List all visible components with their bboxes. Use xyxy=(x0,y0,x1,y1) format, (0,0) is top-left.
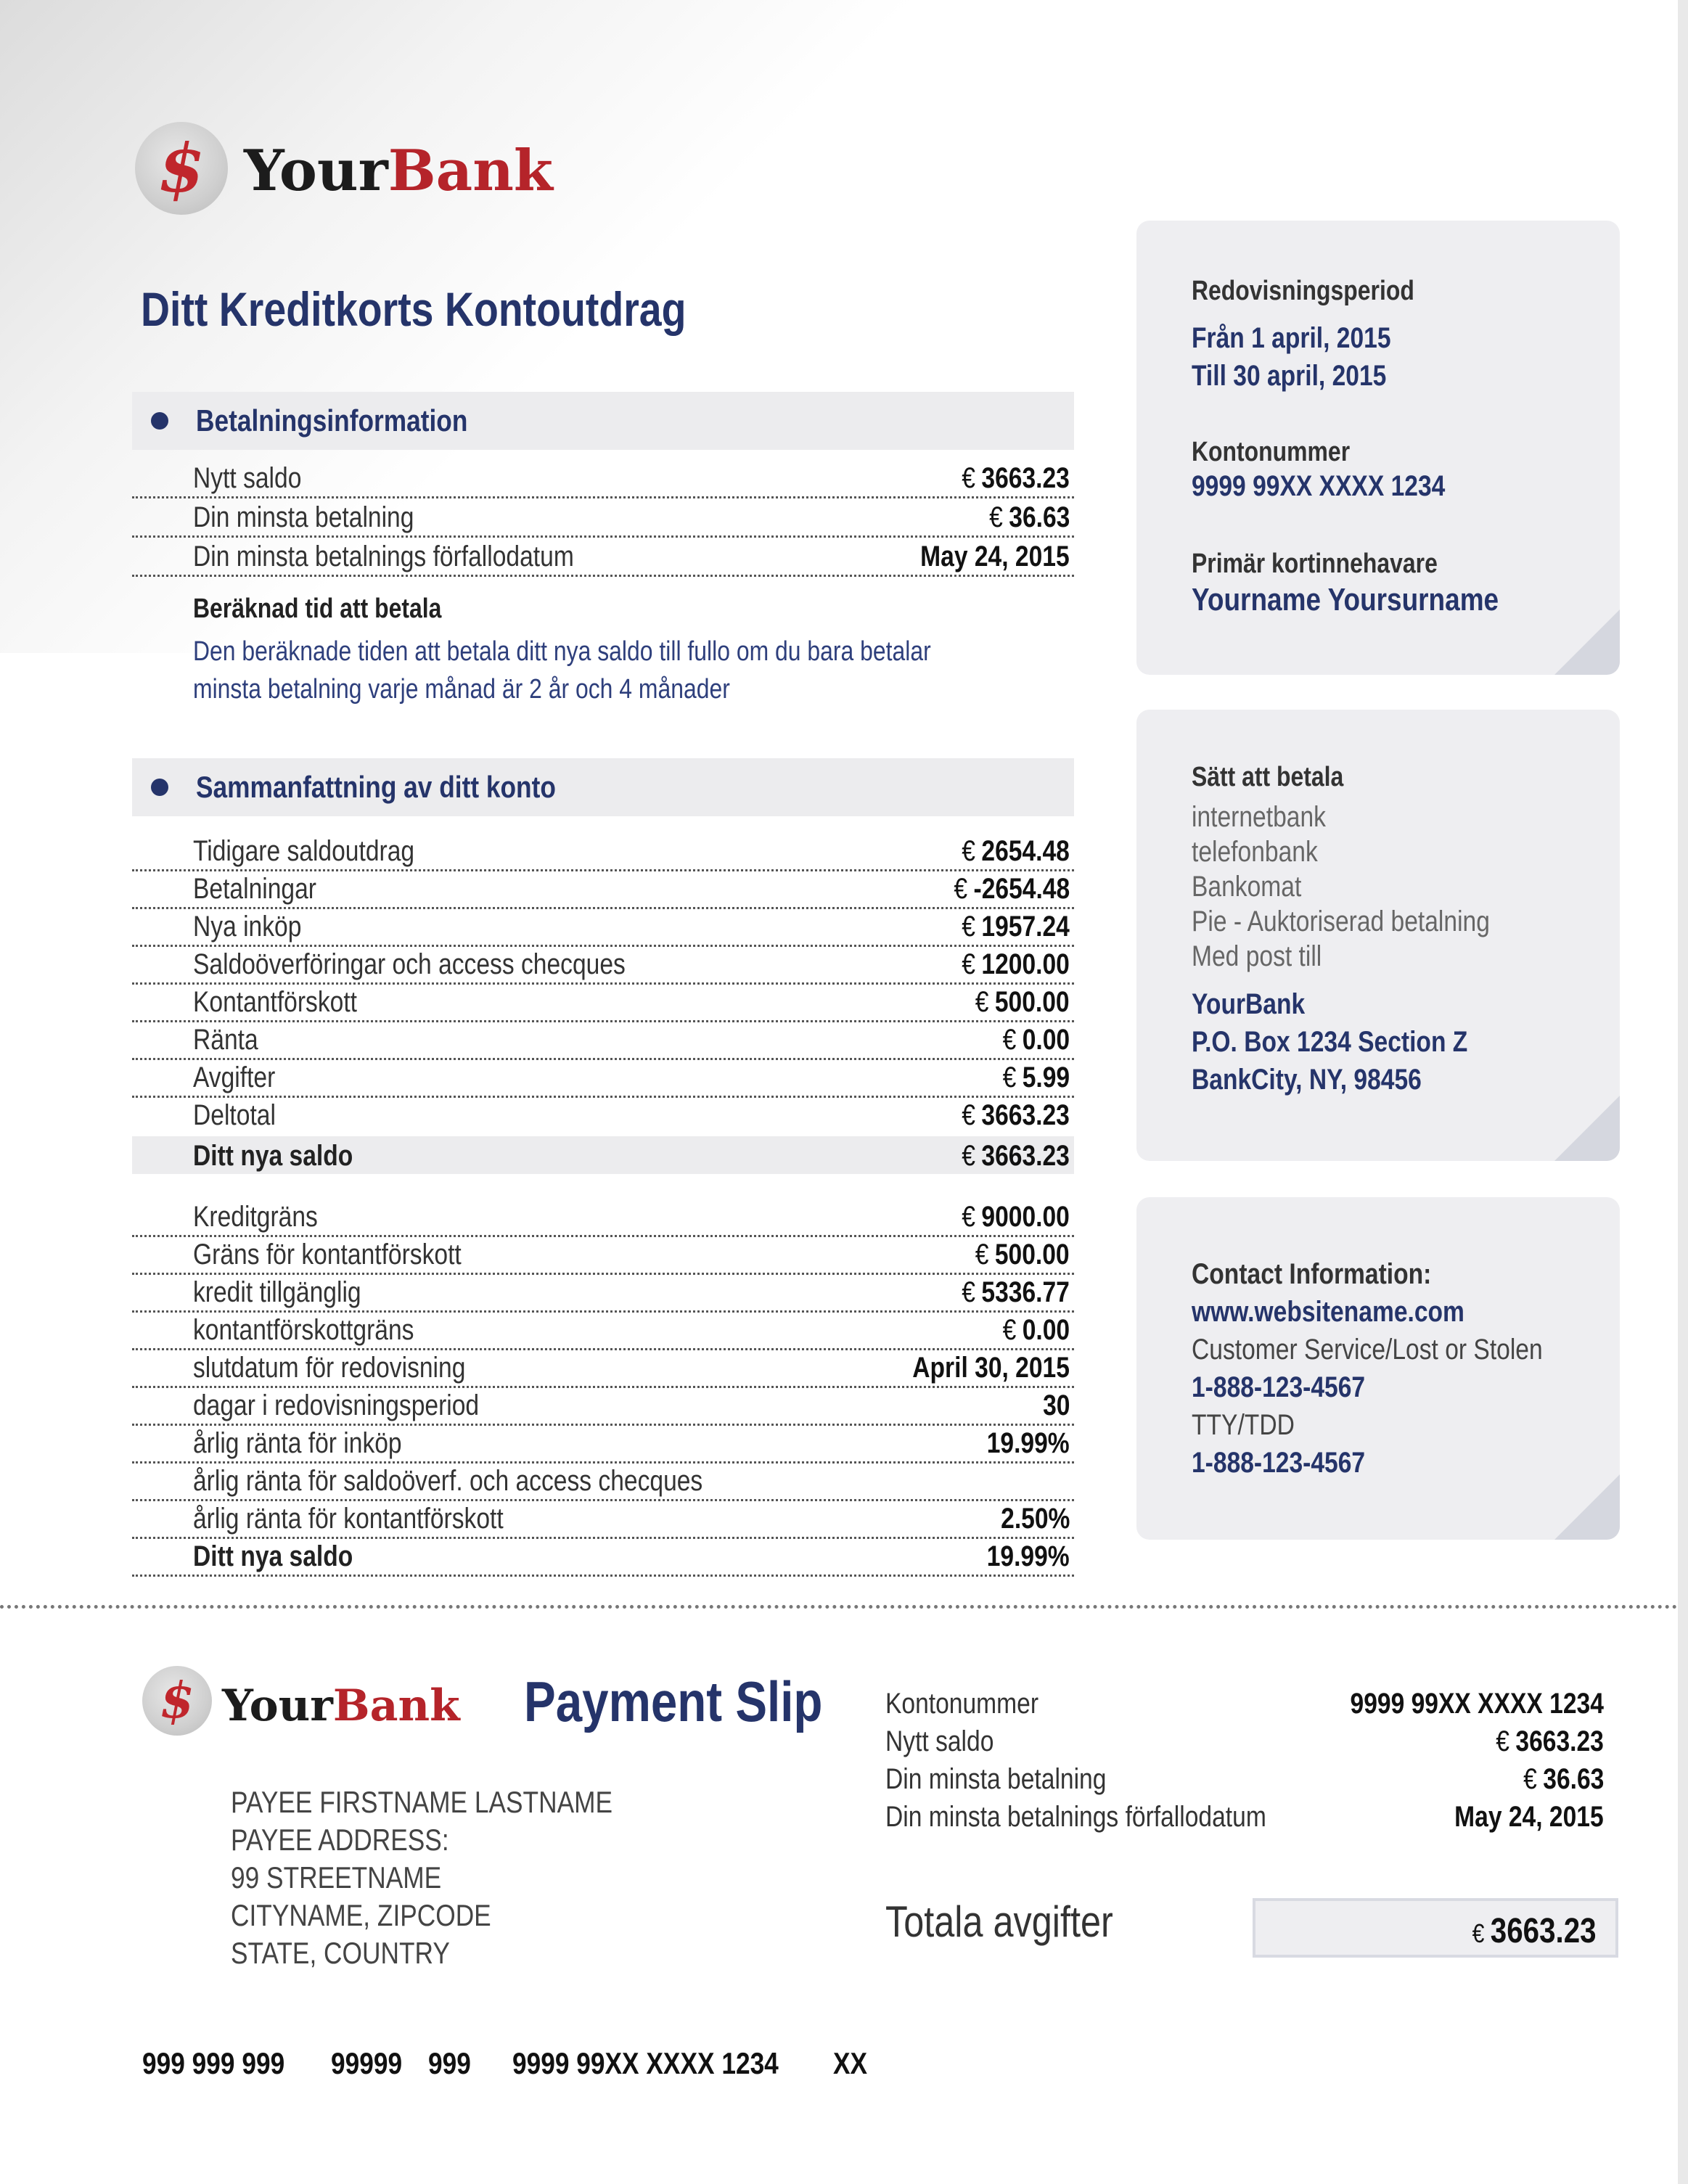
micr-code: 99999 xyxy=(331,2046,403,2080)
payee-country: STATE, COUNTRY xyxy=(231,1936,450,1970)
payment-slip-title: Payment Slip xyxy=(524,1670,823,1733)
slip-min-payment-value: € 36.63 xyxy=(1523,1763,1604,1795)
slip-account-label: Kontonummer xyxy=(885,1688,1039,1720)
micr-code: 9999 99XX XXXX 1234 xyxy=(512,2046,779,2080)
micr-code: 999 xyxy=(428,2046,471,2080)
slip-balance-value: € 3663.23 xyxy=(1496,1725,1604,1757)
slip-min-payment-label: Din minsta betalning xyxy=(885,1763,1107,1795)
slip-account-value: 9999 99XX XXXX 1234 xyxy=(1350,1688,1604,1720)
page-fold-icon xyxy=(1554,1474,1620,1540)
table-row: dagar i redovisningsperiod 30 xyxy=(132,1386,1074,1426)
bank-logo-icon: $ xyxy=(142,1666,212,1736)
account-summary-heading: Sammanfattning av ditt konto xyxy=(132,758,1074,816)
table-row: Avgifter € 5.99 xyxy=(132,1058,1074,1098)
page-edge xyxy=(1678,0,1688,2184)
statement-title: Ditt Kreditkorts Kontoutdrag xyxy=(141,282,687,336)
micr-code: XX xyxy=(833,2046,868,2080)
table-row: slutdatum för redovisning April 30, 2015 xyxy=(132,1348,1074,1388)
table-row: Tidigare saldoutdrag € 2654.48 xyxy=(132,832,1074,871)
bullet-icon xyxy=(151,412,168,430)
total-charges-field[interactable]: € 3663.23 xyxy=(1253,1898,1618,1958)
statement-period-panel: Redovisningsperiod Från 1 april, 2015 Till 30 april, 2015 Kontonummer 9999 99XX XXXX 1234 Primär kortinnehavare Yourname Yoursurname xyxy=(1136,221,1620,675)
table-row: Gräns för kontantförskott € 500.00 xyxy=(132,1235,1074,1275)
contact-info-panel: Contact Information: www.websitename.com Customer Service/Lost or Stolen 1-888-123-4567 TTY/TDD 1-888-123-4567 xyxy=(1136,1197,1620,1540)
table-row: årlig ränta för inköp 19.99% xyxy=(132,1424,1074,1463)
table-row: kontantförskottgräns € 0.00 xyxy=(132,1310,1074,1350)
payee-street: 99 STREETNAME xyxy=(231,1860,442,1894)
bullet-icon xyxy=(151,779,168,796)
bank-logo-icon: $ xyxy=(135,122,228,215)
table-row: Nya inköp € 1957.24 xyxy=(132,907,1074,947)
table-row: årlig ränta för saldoöverf. och access checques xyxy=(132,1461,1074,1501)
table-row: Ditt nya saldo 19.99% xyxy=(132,1537,1074,1577)
page-fold-icon xyxy=(1554,609,1620,675)
tear-off-line xyxy=(0,1605,1678,1609)
estimate-text: Den beräknade tiden att betala ditt nya saldo till fullo om du bara betalar minsta betalning varje månad är 2 år och 4 månader xyxy=(193,636,931,705)
bank-wordmark: YourBank xyxy=(222,1680,460,1731)
table-row: Nytt saldo € 3663.23 xyxy=(132,459,1074,498)
payee-address-label: PAYEE ADDRESS: xyxy=(231,1823,449,1857)
table-row: Kreditgräns € 9000.00 xyxy=(132,1197,1074,1237)
new-balance-row: Ditt nya saldo € 3663.23 xyxy=(132,1136,1074,1174)
payee-city: CITYNAME, ZIPCODE xyxy=(231,1898,491,1932)
slip-due-date-label: Din minsta betalnings förfallodatum xyxy=(885,1801,1266,1833)
payee-name: PAYEE FIRSTNAME LASTNAME xyxy=(231,1785,613,1819)
total-charges-label: Totala avgifter xyxy=(885,1897,1113,1946)
table-row: årlig ränta för kontantförskott 2.50% xyxy=(132,1499,1074,1539)
payment-methods-panel: Sätt att betala internetbank telefonbank Bankomat Pie - Auktoriserad betalning Med post till YourBank P.O. Box 1234 Section Z BankCity, NY, 98456 xyxy=(1136,710,1620,1161)
table-row: Betalningar € -2654.48 xyxy=(132,869,1074,909)
payment-info-heading: Betalningsinformation xyxy=(132,392,1074,450)
estimate-title: Beräknad tid att betala xyxy=(193,594,442,624)
page-fold-icon xyxy=(1554,1096,1620,1161)
slip-due-date-value: May 24, 2015 xyxy=(1454,1801,1604,1833)
table-row: Saldoöverföringar och access checques € 1200.00 xyxy=(132,945,1074,985)
slip-balance-label: Nytt saldo xyxy=(885,1725,994,1757)
table-row: Ränta € 0.00 xyxy=(132,1020,1074,1060)
table-row: Din minsta betalnings förfallodatum May 24, 2015 xyxy=(132,537,1074,577)
micr-code: 999 999 999 xyxy=(142,2046,285,2080)
table-row: kredit tillgänglig € 5336.77 xyxy=(132,1273,1074,1313)
table-row: Deltotal € 3663.23 xyxy=(193,1099,1070,1131)
table-row: Din minsta betalning € 36.63 xyxy=(132,498,1074,538)
table-row: Kontantförskott € 500.00 xyxy=(132,982,1074,1022)
bank-wordmark: YourBank xyxy=(244,138,553,204)
